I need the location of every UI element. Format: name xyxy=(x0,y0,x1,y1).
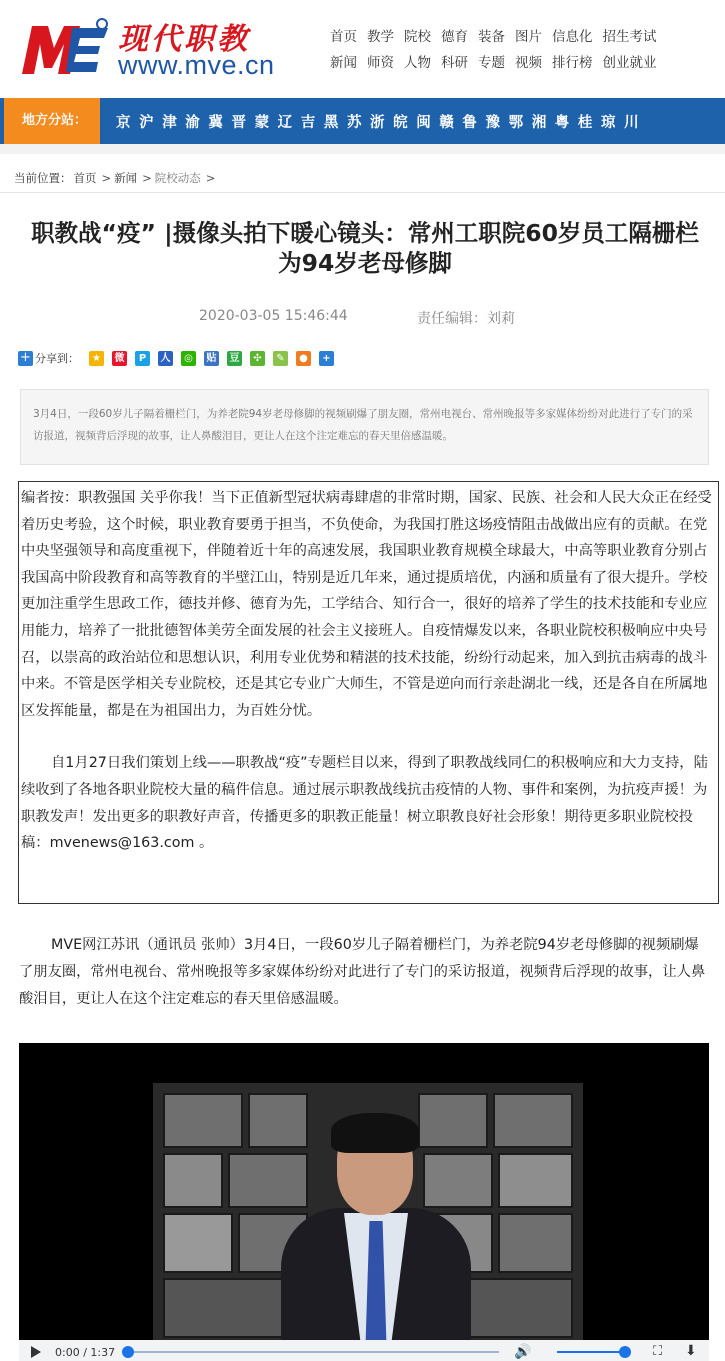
region-bar xyxy=(0,98,725,144)
top-nav-item-1[interactable]: 教学 xyxy=(367,29,394,45)
qzone-icon[interactable]: ★ xyxy=(89,351,104,366)
breadcrumb-separator: > xyxy=(205,171,216,185)
top-nav-item-3[interactable]: 德育 xyxy=(441,29,468,45)
region-link-3[interactable]: 渝 xyxy=(185,114,200,131)
region-link-5[interactable]: 晋 xyxy=(231,114,246,131)
top-nav-row-2 xyxy=(320,51,720,77)
top-nav-item-row2-4[interactable]: 专题 xyxy=(478,55,505,71)
tieba-icon[interactable]: 贴 xyxy=(204,351,219,366)
breadcrumb-item-0[interactable]: 首页 xyxy=(73,171,97,185)
article-date: 2020-03-05 15:46:44 xyxy=(199,308,348,324)
top-nav-item-5[interactable]: 图片 xyxy=(515,29,542,45)
breadcrumb-label: 当前位置： xyxy=(14,171,72,185)
sohu-icon[interactable]: ● xyxy=(296,351,311,366)
region-link-13[interactable]: 闽 xyxy=(416,114,431,131)
editor-note-paragraph-1: 编者按：职教强国 关乎你我！当下正值新型冠状病毒肆虐的非常时期，国家、民族、社会和人民大众正在经受着历史考验，这个时候，职业教育要勇于担当，不负使命，为我国打胜这场疫情阻击战做出应有的贡献。在党中央坚强领导和高度重视下，伴随着近十年的高速发展，我国职业教育规模全球最大，中高等职业教育分别占我国高中阶段教育和高等教育的半壁江山，特别是近几年来，通过提质培优，内涵和质量有了很大提升。学校更加注重学生思政工作，德技并修、德育为先，工学结合、知行合一，很好的培养了学生的技术技能和专业应用能力，培养了一批批德智体美劳全面发展的社会主义接班人。自疫情爆发以来，各职业院校积极响应中央号召，以崇高的政治站位和思想认识，利用专业优势和精湛的技术技能，纷纷行动起来，加入到抗击病毒的战斗中来。不管是医学相关专业院校，还是其它专业广大师生，不管是逆向而行亲赴湖北一线，还是各自在所属地区发挥能量，都是在为祖国出力，为百姓分忧。 xyxy=(21,490,712,719)
top-nav xyxy=(320,25,720,77)
breadcrumb-separator: > xyxy=(101,171,112,185)
region-link-7[interactable]: 辽 xyxy=(277,114,293,131)
volume-track[interactable] xyxy=(557,1351,623,1353)
news-anchor-hair xyxy=(331,1113,419,1153)
top-nav-item-6[interactable]: 信息化 xyxy=(552,29,593,45)
region-link-20[interactable]: 桂 xyxy=(577,114,593,131)
download-icon[interactable]: ⬇ xyxy=(685,1343,697,1359)
breadcrumb-item-2[interactable]: 院校动态 xyxy=(154,171,201,185)
top-nav-item-7[interactable]: 招生考试 xyxy=(602,29,657,45)
region-link-6[interactable]: 蒙 xyxy=(254,114,270,131)
editor-note-paragraph-2: 自1月27日我们策划上线——职教战“疫”专题栏目以来，得到了职教战线同仁的积极响应和大力支持，陆续收到了各地各职业院校大量的稿件信息。通过展示职教战线抗击疫情的人物、事件和案例，为抗疫声援！为职教发声！发出更多的职教好声音，传播更多的职教正能量！树立职教良好社会形象！期待更多职业院校投稿：mvenews@163.com 。 xyxy=(21,755,708,852)
top-nav-item-row2-2[interactable]: 人物 xyxy=(404,55,431,71)
video-time: 0:00 / 1:37 xyxy=(55,1345,116,1359)
region-link-11[interactable]: 浙 xyxy=(370,114,385,131)
site-logo[interactable] xyxy=(18,12,308,82)
volume-knob[interactable] xyxy=(619,1346,631,1358)
weibo-icon[interactable]: 微 xyxy=(112,351,127,366)
top-nav-item-row2-7[interactable]: 创业就业 xyxy=(602,55,657,71)
region-link-10[interactable]: 苏 xyxy=(346,114,362,131)
article-editor: 责任编辑：刘莉 xyxy=(417,311,515,327)
site-header xyxy=(0,0,725,96)
article-paragraph-1: MVE网江苏讯（通讯员 张帅）3月4日，一段60岁儿子隔着栅栏门，为养老院94岁老母修脚的视频刷爆了朋友圈，常州电视台、常州晚报等多家媒体纷纷对此进行了专门的采访报道，视频背后浮现的故事，让人鼻酸泪目，更让人在这个注定难忘的春天里倍感温暖。 xyxy=(19,937,706,1007)
region-link-12[interactable]: 皖 xyxy=(393,114,408,131)
top-nav-item-0[interactable]: 首页 xyxy=(330,29,357,45)
region-link-4[interactable]: 冀 xyxy=(208,114,223,131)
editor-note xyxy=(18,481,719,904)
kaixin-icon[interactable]: ✎ xyxy=(273,351,288,366)
top-nav-item-row2-1[interactable]: 师资 xyxy=(367,55,394,71)
top-nav-item-row2-6[interactable]: 排行榜 xyxy=(552,55,593,71)
region-link-15[interactable]: 鲁 xyxy=(462,114,477,131)
share-label: 分享到： xyxy=(35,352,79,365)
play-icon[interactable] xyxy=(31,1346,41,1358)
article-title: 职教战“疫” |摄像头拍下暖心镜头：常州工职院60岁员工隔栅栏为94岁老母修脚 xyxy=(31,219,699,277)
tencent-weibo-icon[interactable]: P xyxy=(135,351,150,366)
top-nav-item-row2-0[interactable]: 新闻 xyxy=(330,55,357,71)
wechat-icon[interactable]: ◎ xyxy=(181,351,196,366)
clover-icon[interactable]: ✣ xyxy=(250,351,265,366)
logo-url: www.mve.cn xyxy=(118,50,275,80)
breadcrumb-item-1[interactable]: 新闻 xyxy=(114,171,138,185)
volume-icon[interactable]: 🔊 xyxy=(514,1344,532,1360)
share-bar xyxy=(18,350,342,366)
top-nav-item-2[interactable]: 院校 xyxy=(404,29,431,45)
region-link-17[interactable]: 鄂 xyxy=(508,114,524,131)
region-link-2[interactable]: 津 xyxy=(162,114,177,131)
douban-icon[interactable]: 豆 xyxy=(227,351,242,366)
breadcrumb-divider xyxy=(0,192,725,193)
breadcrumb-separator: > xyxy=(142,171,152,185)
top-nav-row-1 xyxy=(320,25,720,51)
region-link-18[interactable]: 湘 xyxy=(531,114,547,131)
more-share-icon[interactable]: + xyxy=(319,351,334,366)
breadcrumb xyxy=(14,170,220,186)
fullscreen-icon[interactable]: ⛶ xyxy=(653,1344,663,1359)
top-nav-item-row2-5[interactable]: 视频 xyxy=(515,55,542,71)
region-link-16[interactable]: 豫 xyxy=(485,114,500,131)
progress-knob[interactable] xyxy=(122,1346,134,1358)
progress-track[interactable] xyxy=(127,1351,499,1353)
region-link-21[interactable]: 琼 xyxy=(600,114,616,131)
video-controls xyxy=(19,1340,709,1361)
renren-icon[interactable]: 人 xyxy=(158,351,173,366)
article-summary: 3月4日，一段60岁儿子隔着栅栏门，为养老院94岁老母修脚的视频刷爆了朋友圈，常州电视台、常州晚报等多家媒体纷纷对此进行了专门的采访报道，视频背后浮现的故事，让人鼻酸泪目，更让人在这个注定难忘的春天里倍感温暖。 xyxy=(20,389,709,465)
region-link-9[interactable]: 黑 xyxy=(323,114,339,131)
region-link-1[interactable]: 沪 xyxy=(139,114,154,131)
top-nav-item-4[interactable]: 装备 xyxy=(478,29,505,45)
top-nav-item-row2-3[interactable]: 科研 xyxy=(441,55,468,71)
logo-chinese-name: 现代职教 xyxy=(118,22,250,57)
region-link-8[interactable]: 吉 xyxy=(300,114,316,131)
region-link-14[interactable]: 赣 xyxy=(439,114,454,131)
region-label: 地方分站： xyxy=(0,98,100,144)
region-link-22[interactable]: 川 xyxy=(624,114,639,131)
region-list xyxy=(116,111,647,132)
video-player[interactable] xyxy=(19,1043,709,1361)
mve-logo-icon xyxy=(22,18,108,74)
divider-band xyxy=(0,144,725,154)
region-link-19[interactable]: 粤 xyxy=(554,114,570,131)
share-plus-icon[interactable]: + xyxy=(18,351,33,366)
region-link-0[interactable]: 京 xyxy=(116,114,131,131)
